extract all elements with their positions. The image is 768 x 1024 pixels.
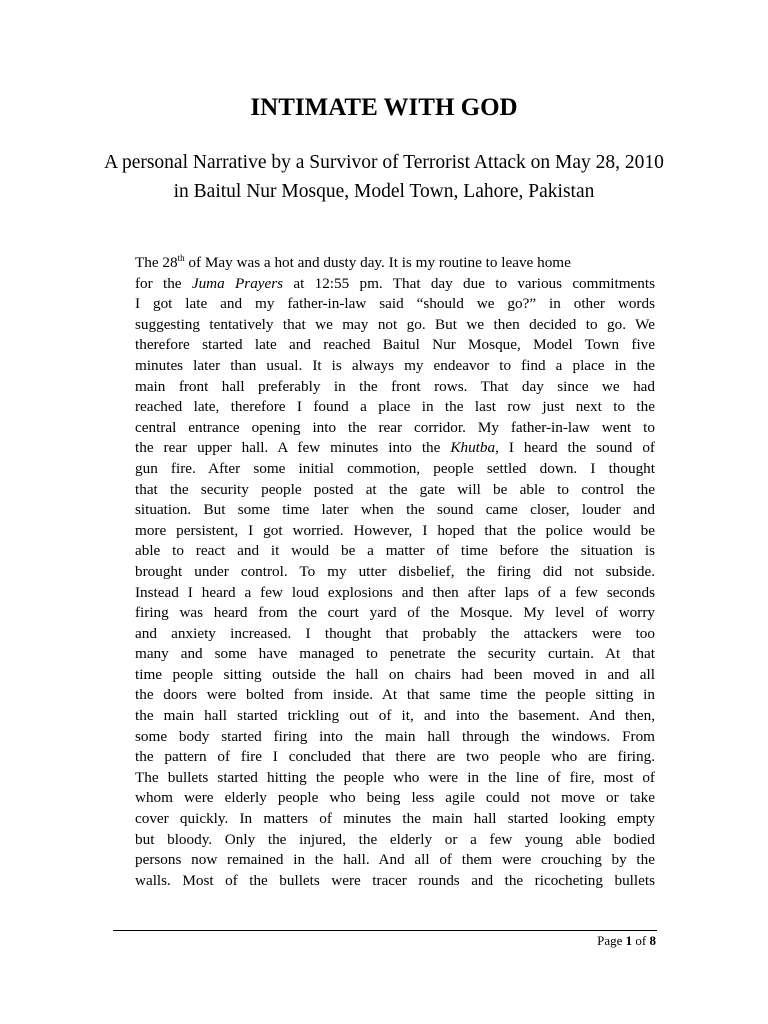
body-line: gun fire. After some initial commotion, people settled down. I thought <box>135 459 655 477</box>
narrative-body <box>135 253 655 891</box>
current-page: 1 <box>625 933 633 948</box>
document-subtitle: A personal Narrative by a Survivor of Terrorist Attack on May 28, 2010 in Baitul Nur Mosque, Model Town, Lahore, Pakistan <box>104 152 664 202</box>
body-line: that the security people posted at the gate will be able to control the <box>135 480 655 498</box>
page-number: Page 1 of 8 <box>597 933 656 948</box>
body-line: main front hall preferably in the front rows. That day since we had <box>135 377 655 395</box>
ordinal-superscript: th <box>177 253 185 263</box>
body-line: the main hall started trickling out of it, and into the basement. And then, <box>135 707 655 725</box>
body-line: cover quickly. In matters of minutes the main hall started looking empty <box>135 810 655 828</box>
body-line: The 28th of May was a hot and dusty day. It is my routine to leave home <box>135 253 571 271</box>
body-line: more persistent, I got worried. However, I hoped that the police would be <box>135 521 655 539</box>
total-pages: 8 <box>649 933 656 948</box>
body-line: The bullets started hitting the people who were in the line of fire, most of <box>135 768 655 786</box>
body-line: able to react and it would be a matter of time before the situation is <box>135 542 655 560</box>
body-line: the pattern of fire I concluded that there are two people who are firing. <box>135 748 655 766</box>
body-line: therefore started late and reached Baitul Nur Mosque, Model Town five <box>135 336 655 354</box>
body-line: persons now remained in the hall. And all of them were crouching by the <box>135 851 655 869</box>
body-line: the rear upper hall. A few minutes into the Khutba, I heard the sound of <box>135 439 655 457</box>
body-line: suggesting tentatively that we may not go. But we then decided to go. We <box>135 315 655 333</box>
footer-divider <box>113 930 657 931</box>
body-line: and anxiety increased. I thought that probably the attackers were too <box>135 624 655 642</box>
body-line: central entrance opening into the rear corridor. My father-in-law went to <box>135 418 655 436</box>
body-line: reached late, therefore I found a place in the last row just next to the <box>135 398 655 416</box>
body-line: some body started firing into the main hall through the windows. From <box>135 727 655 745</box>
body-line: time people sitting outside the hall on chairs had been moved in and all <box>135 665 655 683</box>
body-line: whom were elderly people who being less agile could not move or take <box>135 789 655 807</box>
body-line: situation. But some time later when the sound came closer, louder and <box>135 501 655 519</box>
body-line: I got late and my father-in-law said “should we go?” in other words <box>135 295 655 313</box>
body-line: Instead I heard a few loud explosions and then after laps of a few seconds <box>135 583 655 601</box>
body-line: minutes later than usual. It is always my endeavor to find a place in the <box>135 356 655 374</box>
body-line: for the Juma Prayers at 12:55 pm. That day due to various commitments <box>135 274 655 292</box>
emphasis-khutba: Khutba <box>450 439 496 457</box>
body-line: walls. Most of the bullets were tracer rounds and the ricocheting bullets <box>135 871 655 889</box>
body-line: brought under control. To my utter disbelief, the firing did not subside. <box>135 562 655 580</box>
emphasis-juma-prayers: Juma Prayers <box>191 274 284 292</box>
body-line: many and some have managed to penetrate the security curtain. At that <box>135 645 655 663</box>
body-line: firing was heard from the court yard of the Mosque. My level of worry <box>135 604 655 622</box>
body-line: the doors were bolted from inside. At that same time the people sitting in <box>135 686 655 704</box>
body-line: but bloody. Only the injured, the elderly or a few young able bodied <box>135 830 655 848</box>
document-title: INTIMATE WITH GOD <box>250 94 518 121</box>
